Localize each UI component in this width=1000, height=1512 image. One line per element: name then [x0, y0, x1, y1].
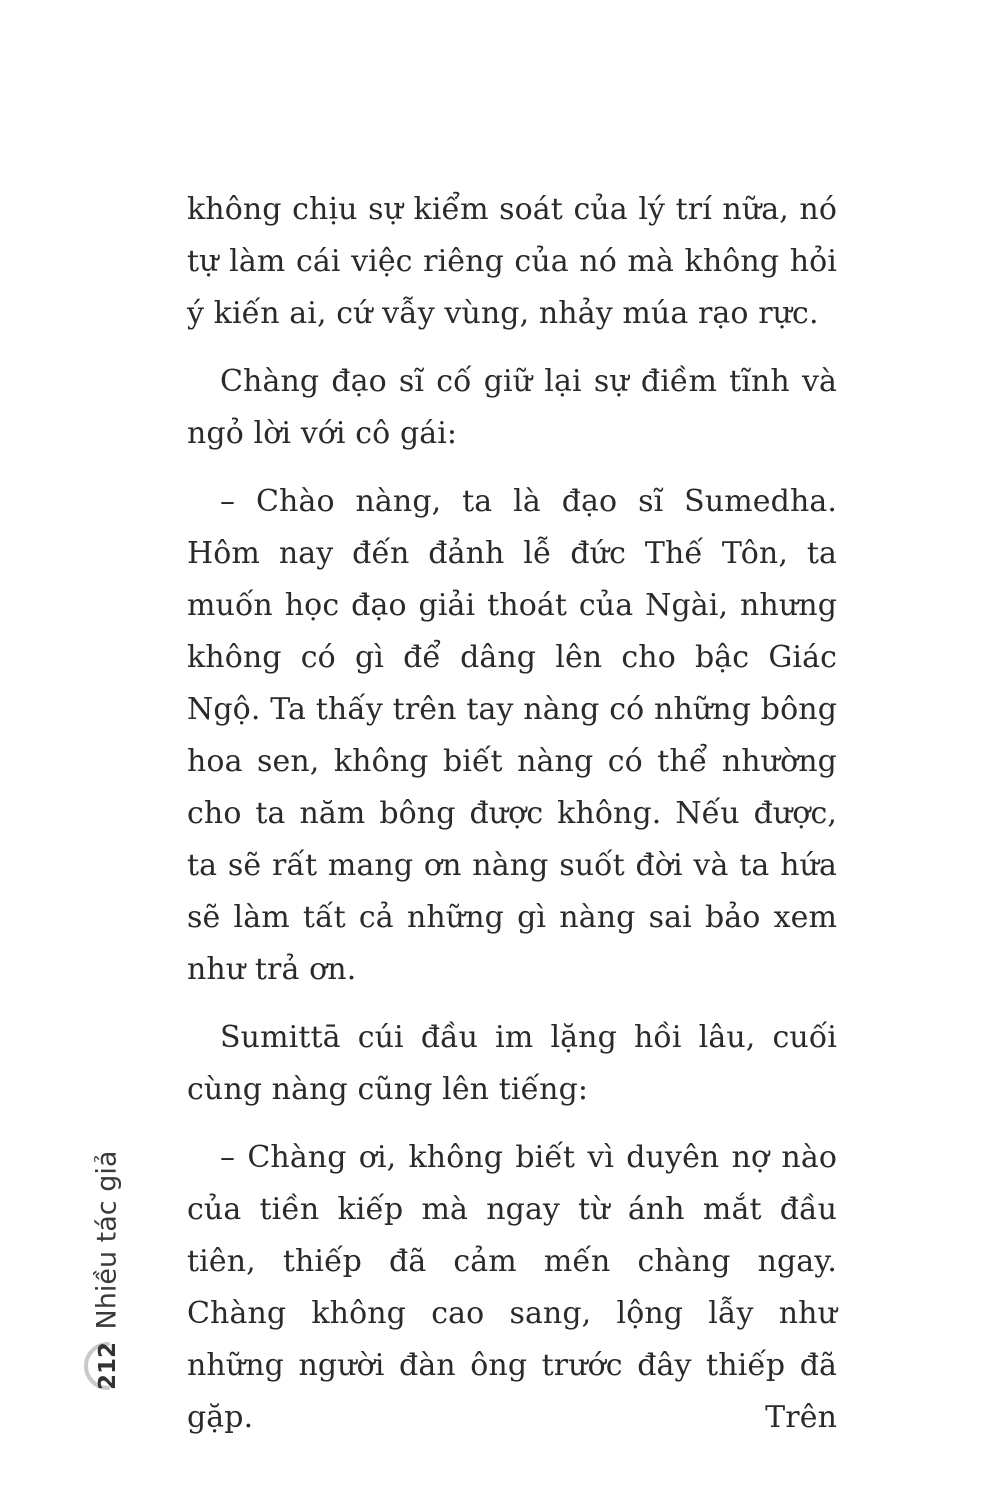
paragraph-3: – Chào nàng, ta là đạo sĩ Sumedha. Hôm nay đến đảnh lễ đức Thế Tôn, ta muốn học đạo giải thoát của Ngài, nhưng không có gì để dâng lên cho bậc Giác Ngộ. Ta thấy trên tay nàng có những bông hoa sen, không biết nàng có thể nhường cho ta năm bông được không. Nếu được, ta sẽ rất mang ơn nàng suốt đời và ta hứa sẽ làm tất cả những gì nàng sai bảo xem như trả ơn. — [187, 484, 837, 987]
paragraph-4: Sumittā cúi đầu im lặng hồi lâu, cuối cùng nàng cũng lên tiếng: — [187, 1020, 837, 1107]
page-number: 212 — [95, 1341, 121, 1391]
paragraph-1: không chịu sự kiểm soát của lý trí nữa, nó tự làm cái việc riêng của nó mà không hỏi ý kiến ai, cứ vẫy vùng, nhảy múa rạo rực. — [187, 192, 837, 331]
page-number-badge — [82, 1340, 134, 1392]
paragraph-5: – Chàng ơi, không biết vì duyên nợ nào của tiền kiếp mà ngay từ ánh mắt đầu tiên, thiếp đã cảm mến chàng ngay. Chàng không cao sang, lộng lẫy như những người đàn ông trước đây thiếp đã gặp. Trên — [187, 1140, 837, 1435]
page-body-text — [187, 184, 837, 1460]
author-label-text: Nhiều tác giả — [91, 1150, 123, 1330]
author-side-label — [82, 1148, 132, 1332]
paragraph-2: Chàng đạo sĩ cố giữ lại sự điềm tĩnh và ngỏ lời với cô gái: — [187, 364, 837, 451]
